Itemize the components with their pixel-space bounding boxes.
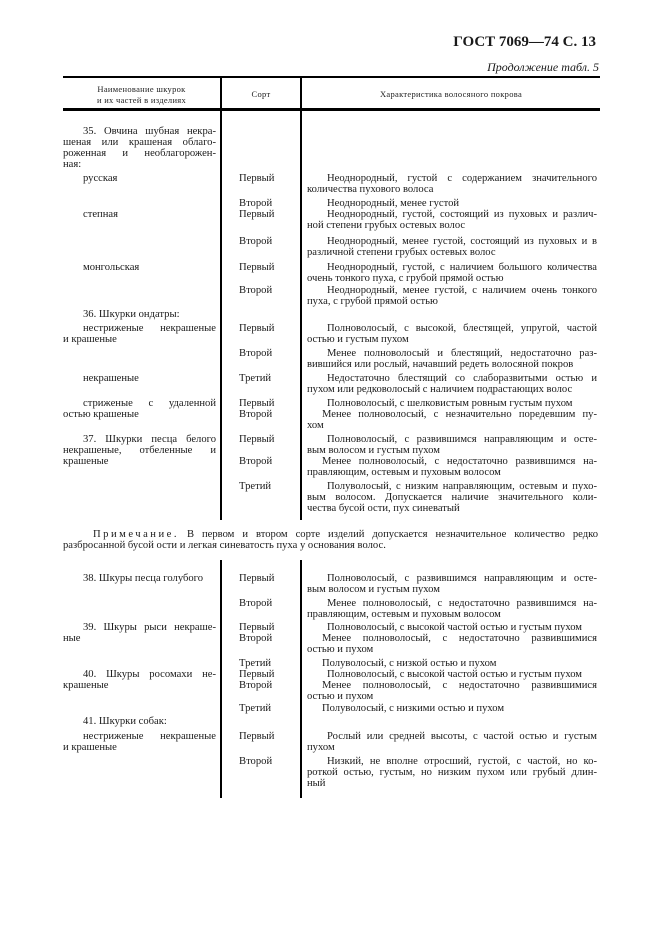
row-37-name-line1: 37. Шкурки песца белого	[83, 434, 216, 445]
note-text-line1: В первом и втором сорте изделий допускается незначительное количество редко	[178, 529, 598, 540]
row-36-undyed-name: некрашеные	[83, 373, 139, 384]
row-35-russian-desc-1-line1: Неоднородный, густой с содержанием значительного	[327, 173, 597, 184]
row-35-steppe-desc-1-line1: Неоднородный, густой, состоящий из пуховых и различ-	[327, 209, 597, 220]
row-38-desc-2-line2: правляющим, остевым и пуховым волосом	[307, 609, 501, 620]
row-39-desc-2-line2: остью и пухом	[307, 644, 374, 655]
row-35-steppe-desc-1-line2: ной степени грубых остевых волос	[307, 220, 466, 231]
column-header-grade-label: Сорт	[251, 89, 271, 99]
row-35-name-line2: шеная или крашеная облаго-	[63, 137, 216, 148]
row-38-name: 38. Шкуры песца голубого	[83, 573, 204, 584]
row-36-unsheared-grade-2: Второй	[239, 348, 273, 359]
column-header-characteristic	[302, 89, 600, 100]
row-40-grade-2: Второй	[239, 680, 273, 691]
note-line2: разбросанной бусой ости и легкая синеватость пуха у основания волос.	[63, 540, 386, 551]
row-37-grade-3: Третий	[239, 481, 272, 492]
row-36-unsheared-desc-2-line1: Менее полноволосый и блестящий, недостаточно раз-	[327, 348, 597, 359]
row-36-unsheared-grade-1: Первый	[239, 323, 275, 334]
row-39-grade-3: Третий	[239, 658, 272, 669]
row-40-grade-3: Третий	[239, 703, 272, 714]
row-35-mongol-name: монгольская	[83, 262, 140, 273]
table-top-rule	[63, 76, 600, 78]
note-line1	[63, 529, 598, 540]
row-35-mongol-desc-1-line2: очень тонкого пуха, с грубой прямой остью	[307, 273, 504, 284]
row-36-sheared-grade-2: Второй	[239, 409, 273, 420]
row-35-russian-desc-1-line2: количества пухового волоса	[307, 184, 434, 195]
row-39-desc-3-line1: Полуволосый, с низкой остью и пухом	[322, 658, 497, 669]
row-35-steppe-desc-2-line1: Неоднородный, менее густой, состоящий из пуховых и в	[327, 236, 597, 247]
row-41-desc-2-line1: Низкий, не вполне отросший, густой, с частой, но ко-	[327, 756, 597, 767]
row-35-mongol-grade-2: Второй	[239, 285, 273, 296]
row-36-sheared-desc-1-line1: Полноволосый, с шелковистым ровным густым пухом	[327, 398, 573, 409]
row-35-name-line1: 35. Овчина шубная некра-	[83, 126, 216, 137]
row-40-grade-1: Первый	[239, 669, 275, 680]
row-36-sheared-desc-2-line2: хом	[307, 420, 324, 431]
row-36-sheared-grade-1: Первый	[239, 398, 275, 409]
row-36-unsheared-desc-2-line2: вившийся или рослый, начавший редеть волосяной покров	[307, 359, 574, 370]
row-38-desc-2-line1: Менее полноволосый, с недостаточно развившимся на-	[327, 598, 597, 609]
row-36-unsheared-name-line2: и крашеные	[63, 334, 117, 345]
row-35-steppe-name: степная	[83, 209, 118, 220]
table-header-rule	[63, 108, 600, 111]
column-header-name-line1: Наименование шкурок	[97, 84, 186, 94]
row-41-name: 41. Шкурки собак:	[83, 716, 167, 727]
row-36-sheared-desc-2-line1: Менее полноволосый, с незначительно поредевшим пу-	[322, 409, 597, 420]
row-39-desc-2-line1: Менее полноволосый, с недостаточно развившимися	[322, 633, 597, 644]
row-36-unsheared-desc-1-line1: Полноволосый, с высокой, блестящей, упругой, частой	[327, 323, 597, 334]
row-40-desc-2-line1: Менее полноволосый, с недостаточно развившимися	[322, 680, 597, 691]
row-37-name-line3: крашеные	[63, 456, 109, 467]
row-41-desc-2-line2: роткой остью, густым, но низким пухом или грубый длин-	[307, 767, 597, 778]
row-39-grade-1: Первый	[239, 622, 275, 633]
row-36-sheared-name-line1: стриженые с удаленной	[83, 398, 216, 409]
row-41-unsheared-name-line2: и крашеные	[63, 742, 117, 753]
row-35-name-line4: ная:	[63, 159, 82, 170]
row-37-desc-2-line1: Менее полноволосый, с недостаточно развившимся на-	[322, 456, 597, 467]
column-header-characteristic-label: Характеристика волосяного покрова	[379, 89, 523, 99]
row-35-steppe-desc-2-line2: различной степени грубых остевых волос	[307, 247, 496, 258]
row-38-desc-1-line2: вым волосом и густым пухом	[307, 584, 440, 595]
row-39-name-line1: 39. Шкуры рыси некраше-	[83, 622, 216, 633]
row-40-name-line2: крашеные	[63, 680, 109, 691]
row-35-mongol-grade-1: Первый	[239, 262, 275, 273]
row-37-grade-2: Второй	[239, 456, 273, 467]
document-title: ГОСТ 7069—74 С. 13	[453, 34, 596, 50]
row-40-name-line1: 40. Шкуры росомахи не-	[83, 669, 216, 680]
row-37-name-line2: некрашеные, отбеленные и	[63, 445, 216, 456]
row-38-desc-1-line1: Полноволосый, с развившимся направляющим и осте-	[327, 573, 597, 584]
row-39-grade-2: Второй	[239, 633, 273, 644]
row-41-desc-1-line2: пухом	[307, 742, 335, 753]
row-40-desc-3-line1: Полуволосый, с низкими остью и пухом	[322, 703, 505, 714]
row-36-undyed-desc-3-line2: пухом или редковолосый с наличием подрастающих волос	[307, 384, 573, 395]
row-37-desc-2-line2: правляющим, остевым и пуховым волосом	[307, 467, 501, 478]
column-divider-1-lower	[220, 560, 222, 798]
row-36-undyed-grade-3: Третий	[239, 373, 272, 384]
row-35-steppe-grade-1: Первый	[239, 209, 275, 220]
row-37-desc-3-line3: чества бусой ости, пух синеватый	[307, 503, 460, 514]
row-41-desc-1-line1: Рослый или средней высоты, с частой остью и густым	[327, 731, 597, 742]
column-header-grade	[222, 89, 300, 100]
row-37-desc-3-line1: Полуволосый, с низким направляющим, остевым и пухо-	[327, 481, 597, 492]
row-37-desc-1-line1: Полноволосый, с развившимся направляющим и осте-	[327, 434, 597, 445]
column-header-name	[63, 84, 220, 106]
row-36-sheared-name-line2: остью крашеные	[63, 409, 139, 420]
note-label: Примечание.	[93, 529, 179, 540]
row-36-unsheared-desc-1-line2: остью и густым пухом	[307, 334, 409, 345]
row-36-name: 36. Шкурки ондатры:	[83, 309, 180, 320]
row-41-desc-2-line3: ный	[307, 778, 326, 789]
row-35-russian-name: русская	[83, 173, 118, 184]
row-41-grade-2: Второй	[239, 756, 273, 767]
row-35-russian-desc-2-line1: Неоднородный, менее густой	[327, 198, 460, 209]
column-divider-1-upper	[220, 76, 222, 520]
row-35-russian-grade-1: Первый	[239, 173, 275, 184]
row-36-undyed-desc-3-line1: Недостаточно блестящий со слаборазвитыми остью и	[327, 373, 597, 384]
row-35-name-line3: роженная и необлагорожен-	[63, 148, 216, 159]
row-40-desc-2-line2: остью и пухом	[307, 691, 374, 702]
row-37-desc-1-line2: вым волосом и густым пухом	[307, 445, 440, 456]
row-35-russian-grade-2: Второй	[239, 198, 273, 209]
column-header-name-line2: и их частей в изделиях	[96, 95, 187, 105]
row-39-desc-1-line1: Полноволосый, с высокой частой остью и густым пухом	[327, 622, 583, 633]
row-41-grade-1: Первый	[239, 731, 275, 742]
row-38-grade-1: Первый	[239, 573, 275, 584]
row-39-name-line2: ные	[63, 633, 81, 644]
row-35-mongol-desc-2-line1: Неоднородный, менее густой, с наличием очень тонкого	[327, 285, 597, 296]
row-37-desc-3-line2: вым волосом. Допускается наличие значительного коли-	[307, 492, 597, 503]
row-36-unsheared-name-line1: нестриженые некрашеные	[83, 323, 216, 334]
row-37-grade-1: Первый	[239, 434, 275, 445]
row-35-mongol-desc-1-line1: Неоднородный, густой, с наличием большого количества	[327, 262, 597, 273]
row-35-steppe-grade-2: Второй	[239, 236, 273, 247]
table-continuation-label: Продолжение табл. 5	[487, 60, 599, 74]
row-41-unsheared-name-line1: нестриженые некрашеные	[83, 731, 216, 742]
column-divider-2-lower	[300, 560, 302, 798]
row-35-mongol-desc-2-line2: пуха, с грубой прямой остью	[307, 296, 438, 307]
row-40-desc-1-line1: Полноволосый, с высокой частой остью и густым пухом	[327, 669, 583, 680]
column-divider-2-upper	[300, 76, 302, 520]
row-38-grade-2: Второй	[239, 598, 273, 609]
